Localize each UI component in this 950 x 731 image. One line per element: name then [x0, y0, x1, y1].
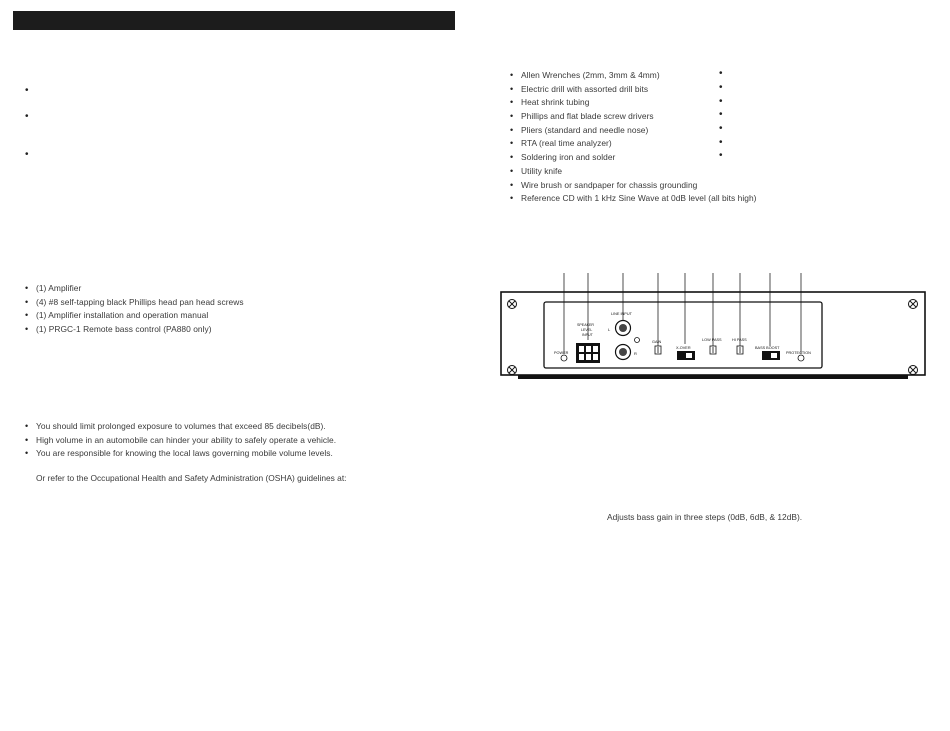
xover-label: X-OVER	[676, 346, 691, 350]
low-pass-label: LOW PASS	[702, 338, 722, 342]
list-item: • You should limit prolonged exposure to volumes that exceed 85 decibels(dB).	[25, 420, 336, 434]
parts-list	[25, 282, 244, 337]
list-item: • Utility knife	[510, 165, 757, 179]
list-item: • RTA (real time analyzer)	[510, 137, 757, 151]
osha-text: Or refer to the Occupational Health and Safety Administration (OSHA) guidelines at:	[36, 473, 347, 483]
list-item: • You are responsible for knowing the local laws governing mobile volume levels.	[25, 447, 336, 461]
line-input-label: LINE INPUT	[611, 312, 632, 316]
power-label: POWER	[554, 351, 569, 355]
section-header-bar	[13, 11, 455, 30]
bass-boost-label: BASS BOOST	[755, 346, 780, 350]
speaker-label: SPEAKER	[577, 323, 594, 327]
bullet-icon: •	[510, 179, 514, 190]
bullet-icon: •	[25, 296, 29, 307]
bullet-icon: •	[510, 97, 514, 108]
chassis-base	[518, 375, 908, 379]
bullet-icon: •	[25, 434, 29, 445]
safety-list	[25, 420, 336, 461]
empty-bullet: •	[25, 111, 29, 122]
bullet-icon: •	[25, 310, 29, 321]
protection-led-icon	[798, 355, 804, 361]
bullet-icon: •	[510, 138, 514, 149]
bass-boost-description: Adjusts bass gain in three steps (0dB, 6dB, & 12dB).	[607, 512, 803, 522]
empty-bullet: •	[719, 68, 723, 79]
list-item: • (1) PRGC-1 Remote bass control (PA880 only)	[25, 323, 244, 337]
level-label: LEVEL	[581, 328, 593, 332]
empty-bullet: •	[719, 96, 723, 107]
bullet-icon: •	[510, 70, 514, 80]
bullet-icon: •	[510, 124, 514, 135]
channel-left-label: L	[608, 327, 611, 332]
empty-bullet: •	[25, 149, 29, 160]
bullet-icon: •	[510, 111, 514, 122]
bullet-icon: •	[25, 421, 29, 431]
bullet-icon: •	[25, 283, 29, 293]
list-item: • (4) #8 self-tapping black Phillips head pan head screws	[25, 296, 244, 310]
input-label: INPUT	[582, 333, 593, 337]
list-item: • Allen Wrenches (2mm, 3mm & 4mm)	[510, 69, 757, 83]
list-item: • Phillips and flat blade screw drivers	[510, 110, 757, 124]
empty-bullet: •	[719, 82, 723, 93]
list-item: • Electric drill with assorted drill bits	[510, 83, 757, 97]
channel-right-label: R	[634, 351, 637, 356]
bullet-icon: •	[510, 193, 514, 204]
bullet-icon: •	[510, 152, 514, 163]
amplifier-panel-diagram	[500, 270, 926, 386]
list-item: • Soldering iron and solder	[510, 151, 757, 165]
bullet-icon: •	[510, 83, 514, 94]
protection-label: PROTECTION	[786, 351, 811, 355]
list-item: • (1) Amplifier installation and operation manual	[25, 309, 244, 323]
empty-bullet: •	[719, 150, 723, 161]
screw-icon	[508, 300, 918, 375]
callout-lines	[564, 273, 801, 354]
list-item: • Wire brush or sandpaper for chassis grounding	[510, 179, 757, 193]
list-item: • Pliers (standard and needle nose)	[510, 124, 757, 138]
empty-bullet: •	[719, 137, 723, 148]
power-led-icon	[561, 355, 567, 361]
empty-bullet: •	[25, 85, 29, 96]
empty-bullet: •	[719, 109, 723, 120]
list-item: • High volume in an automobile can hinder your ability to safely operate a vehicle.	[25, 434, 336, 448]
gain-label: GAIN	[652, 340, 662, 344]
bullet-icon: •	[25, 448, 29, 459]
empty-bullet: •	[719, 123, 723, 134]
list-item: • Reference CD with 1 kHz Sine Wave at 0dB level (all bits high)	[510, 192, 757, 206]
bullet-icon: •	[25, 324, 29, 335]
list-item: • Heat shrink tubing	[510, 96, 757, 110]
bullet-icon: •	[510, 165, 514, 176]
list-item: • (1) Amplifier	[25, 282, 244, 296]
hi-pass-label: HI PASS	[732, 338, 747, 342]
